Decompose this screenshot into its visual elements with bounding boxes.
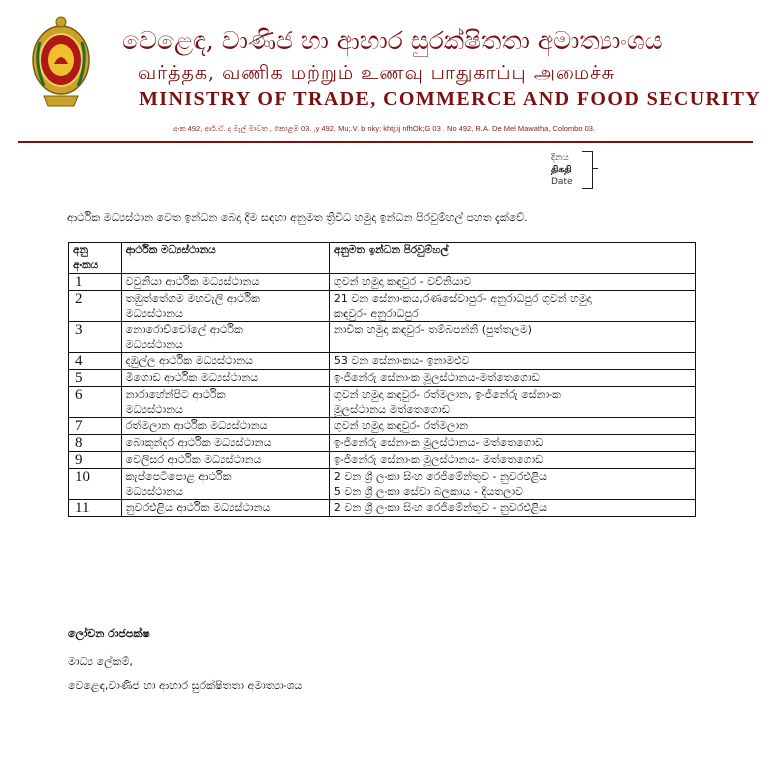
table-row (69, 370, 696, 387)
row-economic-centre: වෙලිසර ආර්ථික මධ්‍යස්ථානය (121, 452, 329, 469)
header-serial-no: අනු අංකය (69, 243, 122, 274)
row-number: 1 (69, 274, 122, 291)
table-row (69, 500, 696, 517)
signatory-name: ලෝචන රාජපක්ෂ (68, 627, 150, 640)
row-number: 4 (69, 353, 122, 370)
ministry-title-english: MINISTRY OF TRADE, COMMERCE AND FOOD SECURITY (139, 88, 762, 110)
sri-lanka-emblem-logo (30, 12, 92, 116)
row-economic-centre: නුවරඑළිය ආර්ථික මධ්‍යස්ථානය (121, 500, 329, 517)
table-row (69, 418, 696, 435)
table-row (69, 322, 696, 353)
header-fuel-station: අනුමත ඉන්ධන පිරවුම්හල් (329, 243, 695, 274)
row-fuel-station: 53 වන සේනාංකය- ඉනාමළුව (329, 353, 695, 370)
row-fuel-station: ගුවන් හමුදා කඳවුර - වව්නියාව (329, 274, 695, 291)
header-economic-centre: ආර්ථික මධ්‍යස්ථානය (121, 243, 329, 274)
date-label-block (551, 152, 601, 186)
table-row (69, 469, 696, 500)
ministry-title-sinhala: වෙළෙඳ, වාණිජ හා ආහාර සුරක්ෂිතතා අමාත්‍යාංශය (122, 26, 663, 55)
intro-paragraph: ආර්ථික මධ්‍යස්ථාන වෙත ඉන්ධන බෙදා දීම සඳහා අනුමත ත්‍රිවිධ හමුදා ඉන්ධන පිරවුම්හල් පහත දැක්වේ. (67, 211, 528, 224)
row-fuel-station: ගුවන් හමුදා කඳවුර- රත්මලාන, ඉංජිනේරු සේනාංක මූලස්ථානය මත්තෙගොඩ (329, 387, 695, 418)
row-economic-centre: නොරොච්චෝලේ ආර්ථික මධ්‍යස්ථානය (121, 322, 329, 353)
table-row (69, 452, 696, 469)
row-number: 10 (69, 469, 122, 500)
header-divider (18, 141, 753, 143)
date-label-tamil: திகதி (551, 165, 572, 175)
table-row (69, 274, 696, 291)
signatory-title: මාධ්‍ය ලේකම්, (68, 655, 133, 668)
row-number: 7 (69, 418, 122, 435)
row-fuel-station: 21 වන සේනාංකය,රණසේවාපුර- අනුරාධපුර ගුවන් හමුදා කඳවුර- අනුරාධපුර (329, 291, 695, 322)
row-economic-centre: තඹුත්තේගම මහවැලි ආර්ථික මධ්‍යස්ථානය (121, 291, 329, 322)
ministry-address: අංක 492, ආර්.ඒ. ද මැල් මාවත , කොළඹ 03. ,y 492, Mu;.V. b nky; khtj;ij nfhOk;G 03 . No 492, R.A. De Mel Mawatha, Colombo 03. (172, 124, 596, 133)
signatory-organization: වෙළෙඳ,වාණිජ හා ආහාර සුරක්ෂිතතා අමාත්‍යාංශය (68, 679, 303, 692)
table-row (69, 435, 696, 452)
row-economic-centre: වවුනියා ආර්ථික මධ්‍යස්ථානය (121, 274, 329, 291)
row-number: 11 (69, 500, 122, 517)
date-label-english: Date (551, 177, 573, 187)
row-fuel-station: නාවික හමුදා කඳවුර- තම්බපන්නි (පුත්තලම) (329, 322, 695, 353)
ministry-title-tamil: வர்த்தக, வணிக மற்றும் உணவு பாதுகாப்பு அமைச்சு (138, 62, 616, 84)
row-economic-centre: දඹුල්ල ආර්ථික මධ්‍යස්ථානය (121, 353, 329, 370)
fuel-station-table (68, 242, 696, 517)
row-economic-centre: මීගොඩ ආර්ථික මධ්‍යස්ථානය (121, 370, 329, 387)
row-number: 9 (69, 452, 122, 469)
row-number: 5 (69, 370, 122, 387)
table-header-row (69, 243, 696, 274)
row-fuel-station: 2 වන ශ්‍රී ලංකා සිංහ රෙජිමේන්තුව - නුවරඑළිය 5 වන ශ්‍රී ලංකා සේවා බලකාය - දියතලාව (329, 469, 695, 500)
row-economic-centre: බොකුන්දර ආර්ථික මධ්‍යස්ථානය (121, 435, 329, 452)
table-body (69, 274, 696, 517)
row-number: 3 (69, 322, 122, 353)
row-fuel-station: ගුවන් හමුදා කඳවුර- රත්මලාන (329, 418, 695, 435)
row-economic-centre: රත්මලාන ආර්ථික මධ්‍යස්ථානය (121, 418, 329, 435)
row-economic-centre: නාරාහේන්පිට ආර්ථික මධ්‍යස්ථානය (121, 387, 329, 418)
row-number: 8 (69, 435, 122, 452)
table-row (69, 353, 696, 370)
table-row (69, 291, 696, 322)
row-economic-centre: කැප්පෙටිපොළ ආර්ථික මධ්‍යස්ථානය (121, 469, 329, 500)
row-number: 6 (69, 387, 122, 418)
row-fuel-station: ඉංජිනේරු සේනාංක මූලස්ථානය-මත්තෙගොඩ (329, 370, 695, 387)
date-label-sinhala: දිනය (551, 153, 569, 163)
table-row (69, 387, 696, 418)
row-fuel-station: ඉංජිනේරු සේනාංක මූලස්ථානය- මත්තෙගොඩ (329, 435, 695, 452)
row-fuel-station: 2 වන ශ්‍රී ලංකා සිංහ රෙජිමේන්තුව - නුවරඑළිය (329, 500, 695, 517)
date-bracket (582, 151, 593, 189)
row-number: 2 (69, 291, 122, 322)
row-fuel-station: ඉංජිනේරු සේනාංක මූලස්ථානය- මත්තෙගොඩ (329, 452, 695, 469)
